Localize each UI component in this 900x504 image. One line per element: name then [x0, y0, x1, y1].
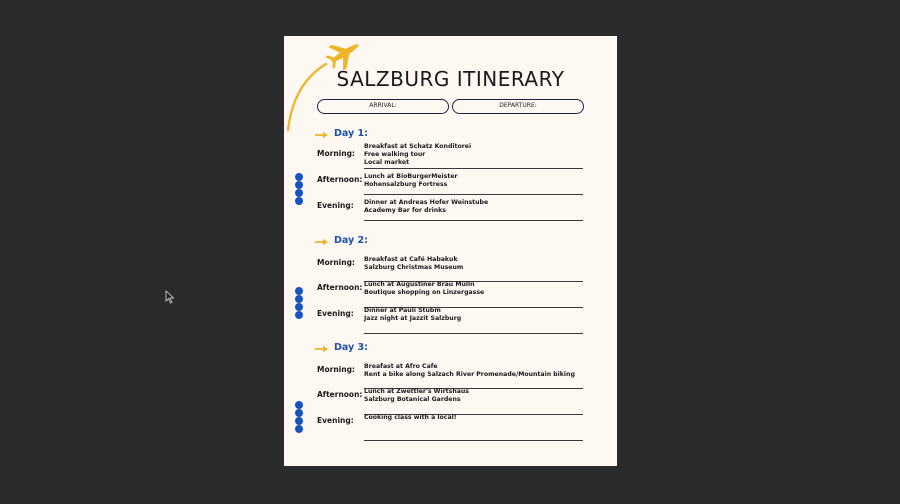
activity-line: Breakfast at Café Habakuk: [364, 256, 458, 263]
divider-line: [364, 440, 583, 441]
time-slot: [315, 281, 585, 307]
dot-cluster-decoration: [295, 287, 304, 319]
activity-line: Hohensalzburg Fortress: [364, 181, 448, 188]
time-slot-label: Evening:: [317, 309, 354, 318]
decoration-dot: [295, 417, 303, 425]
time-slot-label: Evening:: [317, 201, 354, 210]
arrival-field: ARRIVAL:: [317, 99, 449, 114]
time-slot-label: Morning:: [317, 149, 355, 158]
divider-line: [364, 168, 583, 169]
activity-line: Breakfast at Schatz Konditorei: [364, 143, 472, 150]
activity-line: Salzburg Christmas Museum: [364, 264, 464, 271]
activity-line: Cooking class with a local!: [364, 414, 457, 421]
decoration-dot: [295, 401, 303, 409]
itinerary-page: [284, 36, 617, 466]
time-slot-label: Afternoon:: [317, 283, 363, 292]
arrow-right-icon: [315, 238, 329, 246]
day-section: [315, 236, 605, 341]
divider-line: [364, 220, 583, 221]
activity-line: Free walking tour: [364, 151, 426, 158]
time-slot: [315, 256, 585, 282]
day-title: Day 3:: [334, 342, 368, 353]
dot-cluster-decoration: [295, 401, 304, 433]
divider-line: [364, 333, 583, 334]
time-slot-activities: [364, 363, 575, 379]
dot-cluster-decoration: [295, 173, 304, 205]
decoration-dot: [295, 181, 303, 189]
decoration-dot: [295, 409, 303, 417]
decoration-dot: [295, 295, 303, 303]
mouse-cursor-icon: [165, 290, 175, 304]
decoration-dot: [295, 287, 303, 295]
decoration-dot: [295, 303, 303, 311]
activity-line: Lunch at Augustiner Bräu Mülln: [364, 281, 475, 288]
activity-line: Local market: [364, 159, 410, 166]
decoration-dot: [295, 173, 303, 181]
time-slot: [315, 199, 585, 225]
departure-field: DEPARTURE:: [452, 99, 584, 114]
activity-line: Lunch at BioBurgerMeister: [364, 173, 458, 180]
activity-line: Breafast at Afro Cafe: [364, 363, 438, 370]
arrow-right-icon: [315, 131, 329, 139]
time-slot-label: Morning:: [317, 258, 355, 267]
time-slot-label: Morning:: [317, 365, 355, 374]
time-slot-activities: [364, 256, 463, 272]
time-slot-activities: [364, 281, 484, 297]
time-slot-label: Evening:: [317, 416, 354, 425]
time-slot-activities: [364, 173, 458, 189]
activity-line: Academy Bar for drinks: [364, 207, 446, 214]
airplane-icon: [324, 36, 366, 70]
time-slot: [315, 307, 585, 333]
activity-line: Dinner at Pauli Stubm: [364, 307, 441, 314]
activity-line: Boutique shopping on Linzergasse: [364, 289, 485, 296]
divider-line: [364, 194, 583, 195]
arrow-right-icon: [315, 345, 329, 353]
activity-line: Jazz night at Jazzit Salzburg: [364, 315, 462, 322]
activity-line: Salzburg Botanical Gardens: [364, 396, 461, 403]
time-slot-label: Afternoon:: [317, 175, 363, 184]
day-section: [315, 343, 605, 448]
day-section: [315, 129, 605, 234]
page-title: SALZBURG ITINERARY: [336, 67, 565, 91]
time-slot: [315, 414, 585, 440]
time-slot: [315, 143, 585, 169]
time-slot: [315, 363, 585, 389]
time-slot: [315, 388, 585, 414]
time-slot-activities: [364, 199, 488, 215]
activity-line: Rent a bike along Salzach River Promenade/Mountain biking: [364, 371, 575, 378]
time-slot-activities: [364, 143, 471, 167]
decoration-dot: [295, 311, 303, 319]
time-slot-label: Afternoon:: [317, 390, 363, 399]
time-slot-activities: [364, 307, 461, 323]
decoration-dot: [295, 197, 303, 205]
time-slot-activities: [364, 388, 469, 404]
day-title: Day 1:: [334, 128, 368, 139]
decoration-dot: [295, 425, 303, 433]
activity-line: Dinner at Andreas Hofer Weinstube: [364, 199, 489, 206]
activity-line: Lunch at Zwettler's Wirtshaus: [364, 388, 469, 395]
time-slot: [315, 173, 585, 199]
decoration-dot: [295, 189, 303, 197]
time-slot-activities: [364, 414, 457, 422]
day-title: Day 2:: [334, 235, 368, 246]
